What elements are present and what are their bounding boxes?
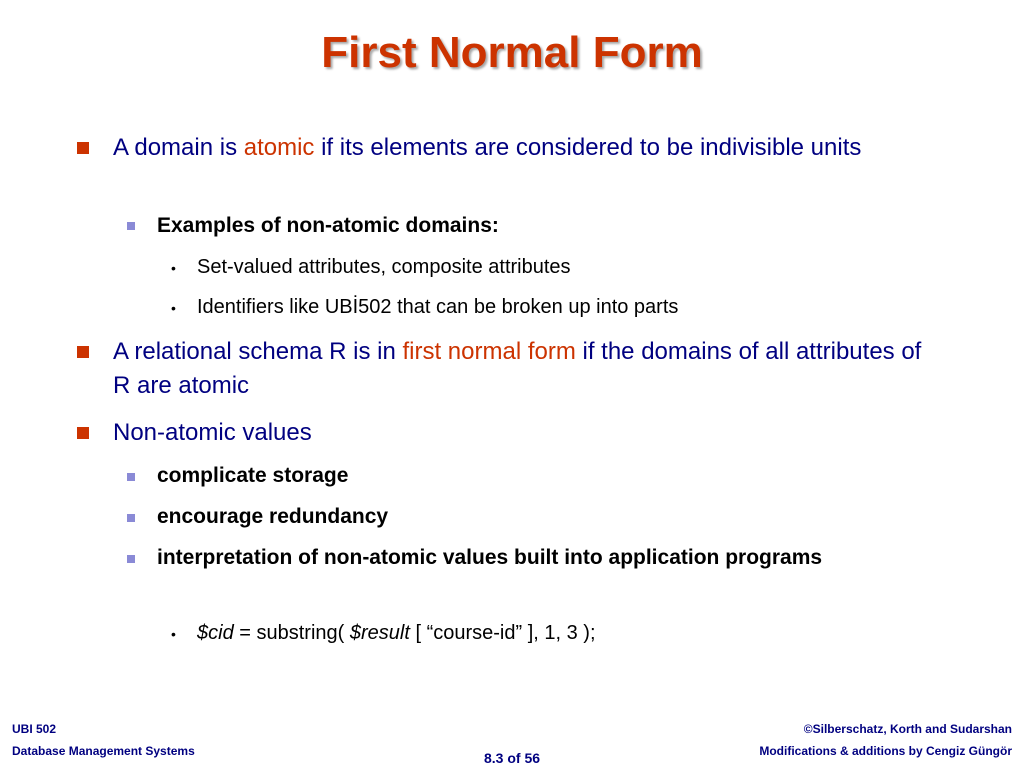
sub-bullet-interpretation: interpretation of non-atomic values built into application programs bbox=[157, 546, 823, 569]
code-text: [ “course-id” ], 1, 3 ); bbox=[409, 622, 596, 644]
dot-bullet-icon: • bbox=[171, 260, 176, 276]
sub-sub-item: Identifiers like UBİ502 that can be broken up into parts bbox=[197, 296, 679, 318]
sub-bullet-storage: complicate storage bbox=[157, 464, 349, 487]
code-text: = substring( bbox=[233, 622, 350, 644]
square-bullet-icon bbox=[127, 514, 135, 522]
bullet-text: A relational schema R is in bbox=[113, 338, 403, 365]
footer-course-code: UBI 502 bbox=[12, 722, 57, 736]
bullet-text: if its elements are considered to be indivisible units bbox=[314, 134, 862, 161]
code-variable: $result bbox=[349, 622, 410, 644]
sub-bullet-redundancy: encourage redundancy bbox=[157, 505, 389, 528]
square-bullet-icon bbox=[77, 427, 89, 439]
square-bullet-icon bbox=[77, 346, 89, 358]
footer-course-name: Database Management Systems bbox=[12, 744, 195, 758]
footer-page-number: 8.3 of 56 bbox=[483, 750, 541, 766]
bullet-first-normal-form bbox=[113, 335, 933, 403]
slide-title: First Normal Form bbox=[321, 28, 703, 77]
code-variable: $cid bbox=[197, 622, 234, 644]
bullet-text: if the domains of all attributes of R are atomic bbox=[113, 338, 922, 399]
footer-copyright: ©Silberschatz, Korth and Sudarshan bbox=[803, 722, 1012, 736]
bullet-non-atomic-values: Non-atomic values bbox=[113, 419, 312, 446]
bullet-text: A domain is bbox=[113, 134, 244, 161]
footer-modifications: Modifications & additions by Cengiz Güngör bbox=[759, 744, 1012, 758]
code-example bbox=[197, 616, 957, 650]
square-bullet-icon bbox=[77, 142, 89, 154]
bullet-atomic-domain bbox=[113, 131, 933, 165]
highlight-term: first normal form bbox=[402, 338, 576, 365]
sub-bullet-examples: Examples of non-atomic domains: bbox=[157, 214, 499, 237]
square-bullet-icon bbox=[127, 473, 135, 481]
dot-bullet-icon: • bbox=[171, 626, 176, 642]
sub-sub-item: Set-valued attributes, composite attributes bbox=[197, 256, 571, 278]
highlight-term: atomic bbox=[243, 134, 315, 161]
square-bullet-icon bbox=[127, 555, 135, 563]
square-bullet-icon bbox=[127, 222, 135, 230]
dot-bullet-icon: • bbox=[171, 300, 176, 316]
